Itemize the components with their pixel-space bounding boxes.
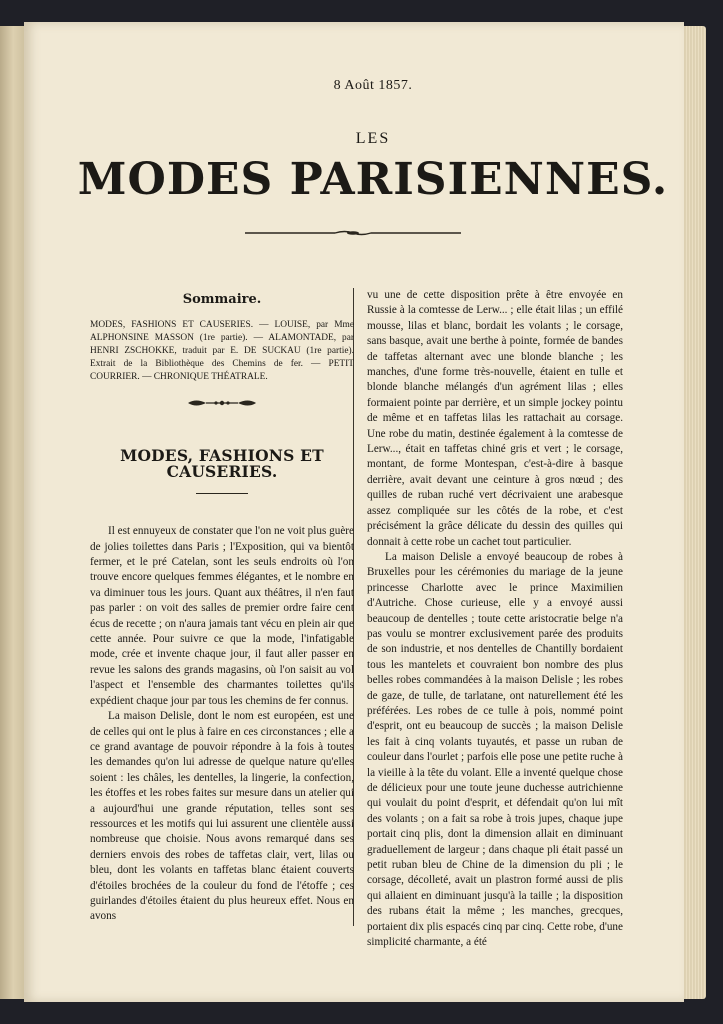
- issue-date: 8 Août 1857.: [333, 78, 413, 93]
- masthead-ornamental-rule: [245, 230, 461, 236]
- heading-rule: [196, 493, 248, 494]
- masthead-title: MODES PARISIENNES.: [77, 154, 669, 205]
- ornament-divider: [186, 398, 258, 408]
- sommaire-text: MODES, FASHIONS ET CAUSERIES. — LOUISE, par Mme ALPHONSINE MASSON (1re partie). — ALAMONTADE, par HENRI ZSCHOKKE, traduit par E. DE SUCKAU (1re partie). Extrait de la Bibliothèque des Chemins de fer. — PETIT COURRIER. — CHRONIQUE THÉATRALE.: [90, 320, 354, 383]
- page-stack-edge: [682, 26, 706, 999]
- article-paragraph: La maison Delisle a envoyé beaucoup de robes à Bruxelles pour les cérémonies du mariage de la jeune princesse Charlotte avec le prince Maximilien d'Autriche. Chose curieuse, elle y a envoyé aussi beaucoup de dentelles ; toute cette aristocratie belge n'a pas voulu se montrer exclusivement parée des produits de son industrie, et nos dentelles de Chantilly bordaient tous les mantelets et couvraient bon nombre des plus belles robes commandées à la maison Delisle ; les robes de gaze, de tulle, de tarlatane, ont naturellement été les préférées. Les robes de ce tulle à pois, nommé point d'esprit, ont eu beaucoup de succès ; la maison Delisle les fait à cinq volants tuyautés, et passe un ruban de couleur dans l'ourlet ; parfois elle pose une petite ruche à la vieille à la tête du volant. Elle a inventé quelque chose de délicieux pour une toute jeune duchesse autrichienne qui voulait du point d'esprit, et défendait qu'on lui mît des volants ; on a fait sa robe à trois jupes, chaque jupe portait cinq plis, dont la dimension allait en diminuant graduellement de largeur ; dans chaque pli était passé un petit ruban bleu de Chine de la dimension du pli ; le corsage, décolleté, avait un plastron formé aussi de plis qui allaient en diminuant jusqu'à la taille ; la disposition des rubans était la même ; les manches, grecques, portaient dix plis espacés cinq par cinq. Cette robe, d'une simplicité charmante, a été: [367, 550, 623, 949]
- article-heading: MODES, FASHIONS ET CAUSERIES.: [120, 446, 324, 481]
- article-paragraph: vu une de cette disposition prête à être envoyée en Russie à la comtesse de Lerw... ; elle était lilas ; un effilé mousse, lilas et blanc, bordait les volants ; le corsage, sans basque, avait une berthe à pointe, formée de bandes de taffetas alternant avec une blonde blanche ; les manches, d'une forme très-nouvelle, étaient en tulle et blonde blanche mélangés d'un agrément lilas ; elles formaient pointe par derrière, et un simple jockey pointu de même et en taffetas lilas les rattachait au corsage. Une robe du matin, destinée également à la comtesse de Lerw..., était en taffetas chiné gris et vert ; le corsage, montant, de forme Montespan, c'est-à-dire à basque derrière, avait devant une ceinture à gros nœud ; des quilles de ruban ruché vert décrivaient une arabesque assez compliquée sur les côtés de la robe, et c'est précisément la grâce délicate du dessin des quilles qui donnait à cette robe un cachet tout particulier.: [367, 289, 623, 548]
- sommaire-title: Sommaire.: [182, 292, 262, 307]
- article-paragraph: Il est ennuyeux de constater que l'on ne voit plus guère de jolies toilettes dans Paris ; l'Exposition, qui va bientôt fermer, et le pré Catelan, sont les seuls endroits où l'on trouve encore quelques femmes élégantes, et le nombre en va diminuer tous les jours. Quant aux théâtres, il n'en faut pas parler : on voit des salles de premier ordre faire cent écus de recette ; on n'aura jamais tant vécu en plein air que cette année. Pour suivre ce que la mode, l'infatigable mode, crée et invente chaque jour, il faut aller passer en revue les salons des grands magasins, où l'on saisit au vol l'aspect et l'ensemble des charmantes toilettes qu'ils expédient chaque jour par tous les chemins de fer connus.: [90, 525, 354, 707]
- article-paragraph: La maison Delisle, dont le nom est européen, est une de celles qui ont le plus à faire en ces circonstances ; elle a ce grand avantage de pouvoir répondre à la fois à toutes les demandes qu'on lui adresse de quelque nature qu'elles soient : les châles, les dentelles, la lingerie, la confection, les étoffes et les robes faites sur mesure dans un atelier qui a aujourd'hui une grande réputation, telles sont ses ressources et les motifs qui lui assurent une clientèle aussi nombreuse que choisie. Nous avons remarqué dans ses derniers envois des robes de taffetas clair, vert, lilas ou bleu, dont les volants en taffetas blanc étaient couverts d'étoiles brochées de la couleur du fond de l'étoffe ; ces guirlandes d'étoiles étaient du plus heureux effet. Nous en avons: [90, 710, 354, 923]
- right-column: [367, 288, 623, 950]
- book-left-edge: [0, 26, 24, 999]
- left-column: [90, 292, 354, 925]
- masthead-les: LES: [355, 130, 391, 147]
- newspaper-page: [24, 22, 684, 1002]
